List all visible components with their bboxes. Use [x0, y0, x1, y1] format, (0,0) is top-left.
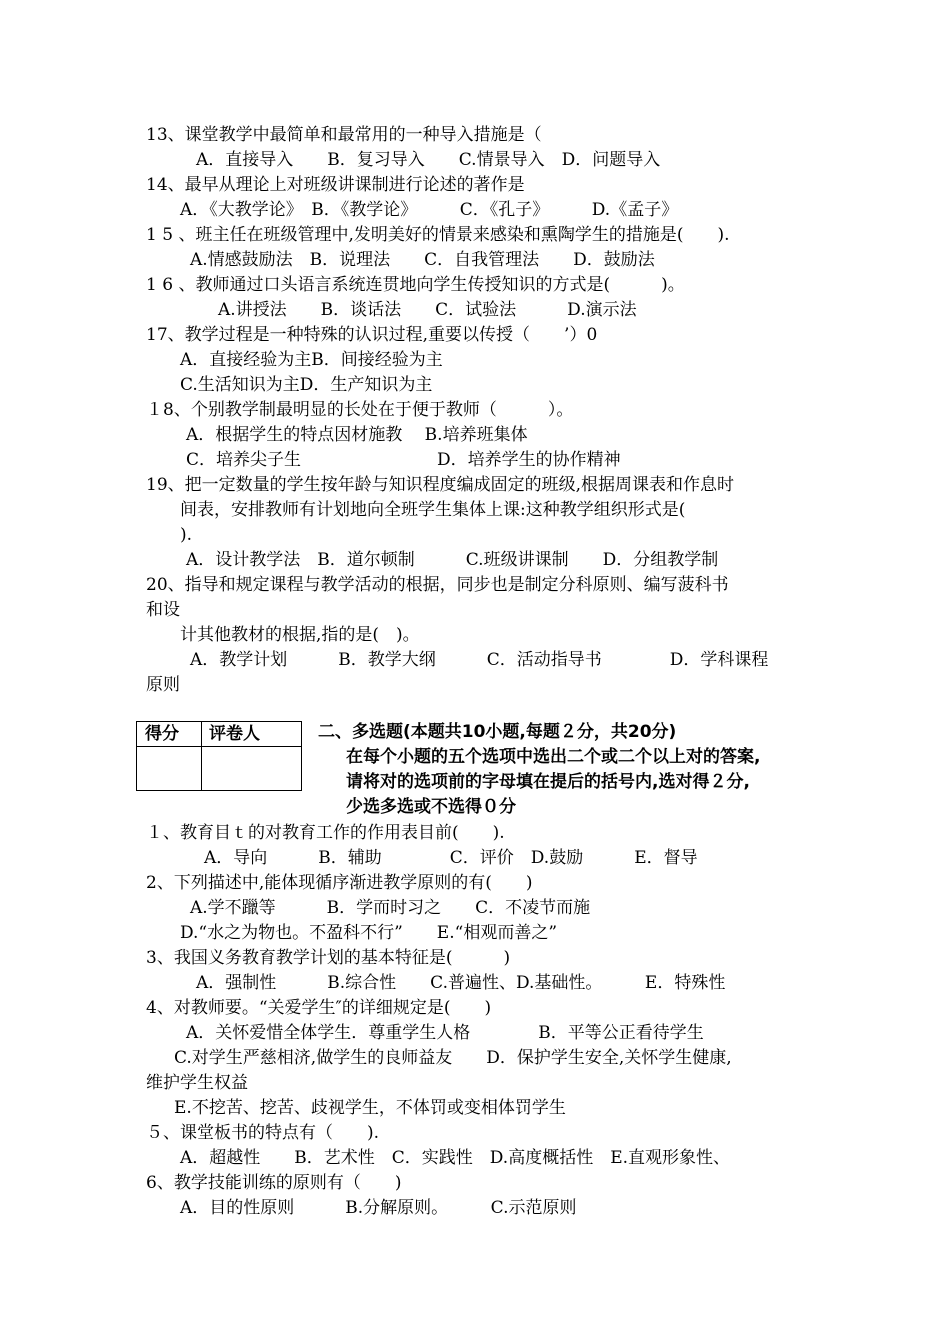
m5-options: A．超越性 B．艺术性 C．实践性 D.高度概括性 E.直观形象性、	[180, 1148, 731, 1168]
score-table	[136, 721, 302, 791]
q19-stem-line-3: ).	[180, 525, 193, 545]
m1-stem: １、教育目ｔ的对教育工作的作用表目前( ).	[146, 823, 505, 843]
q15-options: A.情感鼓励法 B．说理法 C．自我管理法 D．鼓励法	[190, 250, 655, 270]
m3-stem: 3、我国义务教育教学计划的基本特征是( )	[146, 948, 511, 968]
q15-stem: 1 5 、班主任在班级管理中,发明美好的情景来感染和熏陶学生的措施是( ).	[146, 225, 730, 245]
q20-stem-line-2: 和设	[146, 600, 180, 620]
q18-option-line-2: C．培养尖子生 D．培养学生的协作精神	[186, 450, 621, 470]
q16-stem: 1 6 、教师通过口头语言系统连贯地向学生传授知识的方式是( )。	[146, 275, 685, 295]
m4-option-line-4: E.不挖苦、挖苦、歧视学生，不体罚或变相体罚学生	[174, 1098, 566, 1118]
q17-stem: 17、教学过程是一种特殊的认识过程,重要以传授（ ’）0	[146, 325, 598, 345]
q19-stem-line-2: 间表，安排教师有计划地向全班学生集体上课:这种教学组织形式是(	[180, 500, 686, 520]
section2-instruction-3: 少选多选或不选得０分	[346, 797, 516, 817]
q13-stem: 13、课堂教学中最简单和最常用的一种导入措施是（	[146, 125, 542, 145]
table-divider-horizontal	[137, 746, 301, 747]
q20-stem-line-3: 计其他教材的根据,指的是( )。	[180, 625, 420, 645]
m5-stem: ５、课堂板书的特点有（ ).	[146, 1123, 380, 1143]
m4-option-line-1: A．关怀爱惜全体学生．尊重学生人格 B．平等公正看待学生	[186, 1023, 704, 1043]
q20-option-line-1: A．教学计划 B．教学大纲 C．活动指导书 D．学科课程	[190, 650, 769, 670]
q16-options: A.讲授法 B．谈话法 C．试验法 D.演示法	[218, 300, 637, 320]
m2-option-line-1: A.学不躐等 B．学而时习之 C．不凌节而施	[190, 898, 591, 918]
q19-options: A．设计教学法 B．道尔顿制 C.班级讲课制 D．分组教学制	[186, 550, 719, 570]
grader-label: 评卷人	[209, 724, 260, 744]
q20-stem-line-1: 20、指导和规定课程与教学活动的根据，同步也是制定分科原则、编写菠科书	[146, 575, 729, 595]
score-label: 得分	[145, 724, 179, 744]
m6-options: A．目的性原则 B.分解原则。 C.示范原则	[180, 1198, 577, 1218]
q14-stem: 14、最早从理论上对班级讲课制进行论述的著作是	[146, 175, 525, 195]
section2-title: 二、多选题(本题共10小题,每题２分，共20分)	[318, 722, 677, 742]
m2-option-line-2: D.“水之为物也。不盈科不行” E.“相观而善之”	[180, 923, 558, 943]
section2-instruction-2: 请将对的选项前的字母填在提后的括号内,选对得２分,	[346, 772, 750, 792]
q13-options: A．直接导入 B．复习导入 C.情景导入 D．问题导入	[196, 150, 661, 170]
m1-options: A．导向 B．辅助 C．评价 D.鼓励 E．督导	[204, 848, 698, 868]
q18-option-line-1: A．根据学生的特点因材施教 B.培养班集体	[186, 425, 528, 445]
table-divider-vertical	[201, 722, 202, 790]
q17-option-line-2: C.生活知识为主D．生产知识为主	[180, 375, 433, 395]
q19-stem-line-1: 19、把一定数量的学生按年龄与知识程度编成固定的班级,根据周课表和作息时	[146, 475, 735, 495]
m4-stem: 4、对教师要。“关爱学生″的详细规定是( )	[146, 998, 492, 1018]
q20-option-line-2: 原则	[146, 675, 180, 695]
q17-option-line-1: A．直接经验为主B．间接经验为主	[180, 350, 443, 370]
m3-options: A．强制性 B.综合性 C.普遍性、D.基础性。 E．特殊性	[196, 973, 726, 993]
m4-option-line-3: 维护学生权益	[146, 1073, 248, 1093]
q18-stem: １8、个别教学制最明显的长处在于便于教师（ ）。	[146, 400, 574, 420]
m2-stem: 2、下列描述中,能体现循序渐进教学原则的有( )	[146, 873, 533, 893]
m6-stem: 6、教学技能训练的原则有（ )	[146, 1173, 402, 1193]
m4-option-line-2: C.对学生严慈相济,做学生的良师益友 D．保护学生安全,关怀学生健康,	[174, 1048, 732, 1068]
section2-instruction-1: 在每个小题的五个选项中选出二个或二个以上对的答案,	[346, 747, 761, 767]
q14-options: A．《大教学论》 B．《教学论》 C．《孔子》 D.《孟子》	[180, 200, 679, 220]
